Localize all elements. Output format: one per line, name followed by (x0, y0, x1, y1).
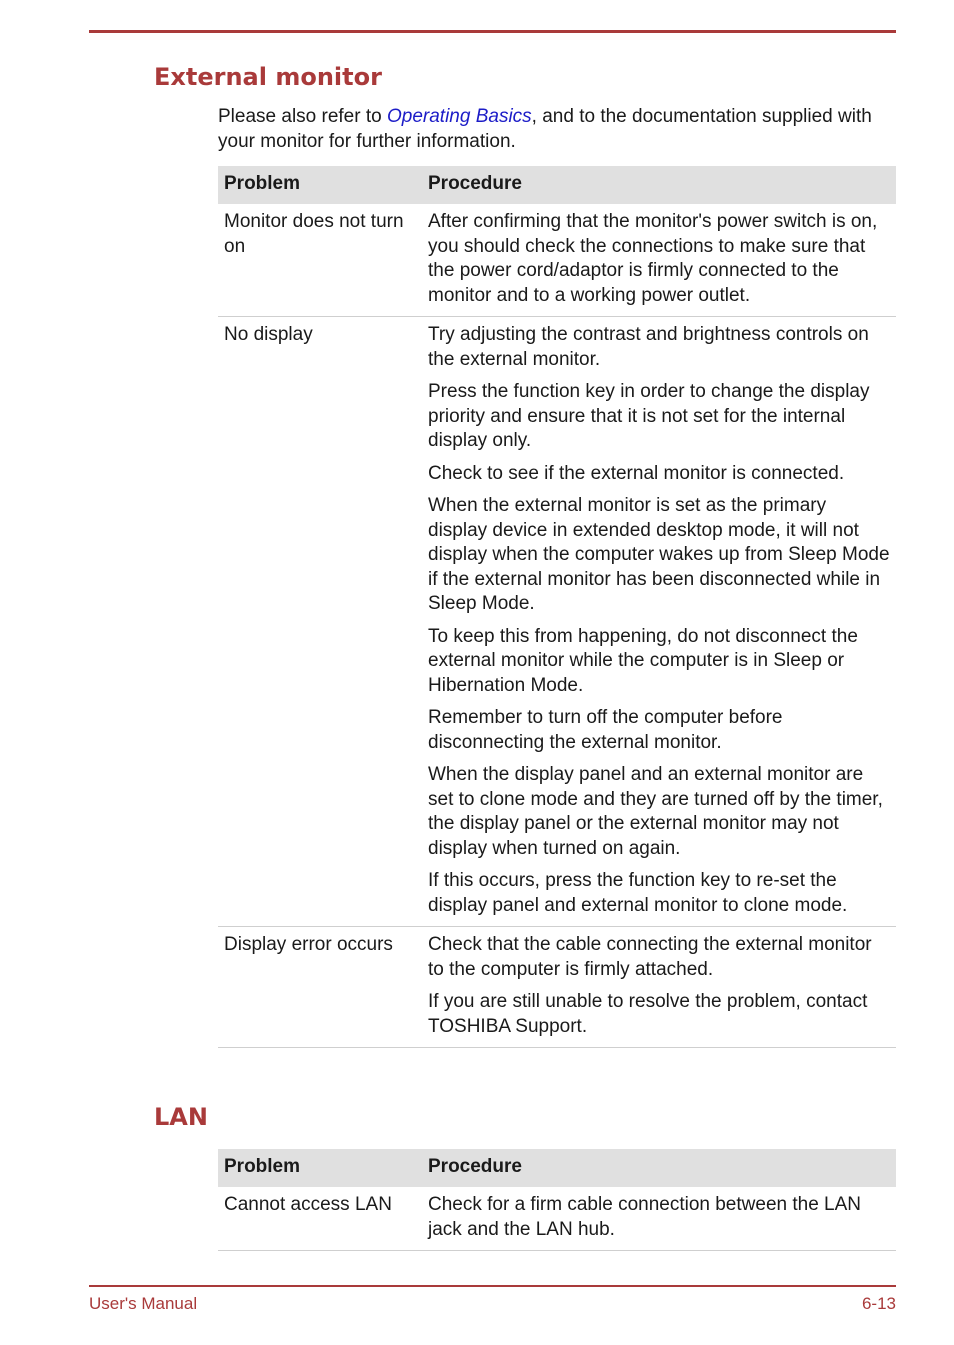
header-problem: Problem (218, 1149, 422, 1187)
procedure-cell (422, 204, 896, 317)
procedure-cell (422, 1187, 896, 1251)
procedure-paragraph: Check to see if the external monitor is connected. (428, 462, 845, 484)
top-rule (89, 30, 896, 33)
procedure-paragraph: After confirming that the monitor's power switch is on, you should check the connections to make sure that the power cord/adaptor is firmly connected to the monitor and to a working power outlet. (428, 211, 878, 306)
intro-text-before: Please also refer to (218, 106, 387, 127)
operating-basics-link[interactable]: Operating Basics (386, 106, 532, 127)
procedure-paragraph: If you are still unable to resolve the problem, contact TOSHIBA Support. (428, 991, 868, 1037)
section-title-external-monitor: External monitor (154, 63, 382, 91)
external-monitor-table (218, 166, 896, 1048)
intro-paragraph (218, 105, 896, 154)
procedure-paragraph: Check that the cable connecting the external monitor to the computer is firmly attached. (428, 934, 872, 980)
bottom-rule (89, 1285, 896, 1287)
table-row (218, 1187, 896, 1251)
procedure-paragraph: Try adjusting the contrast and brightness controls on the external monitor. (428, 324, 869, 370)
procedure-paragraph: Remember to turn off the computer before disconnecting the external monitor. (428, 707, 783, 753)
procedure-cell (422, 927, 896, 1048)
procedure-paragraph: When the external monitor is set as the primary display device in extended desktop mode, it will not display when the computer wakes up from Sleep Mode if the external monitor has been disconnected while in Sleep Mode. (428, 495, 890, 614)
table-row (218, 927, 896, 1048)
problem-cell: Monitor does not turn on (218, 204, 422, 317)
table-header-row (218, 166, 896, 204)
procedure-cell (422, 317, 896, 927)
header-procedure: Procedure (422, 1149, 896, 1187)
table-header-row (218, 1149, 896, 1187)
lan-table (218, 1149, 896, 1251)
footer-manual-title: User's Manual (89, 1294, 198, 1313)
footer-page-number: 6-13 (861, 1294, 896, 1313)
problem-cell: Cannot access LAN (218, 1187, 422, 1251)
procedure-paragraph: Check for a firm cable connection between the LAN jack and the LAN hub. (428, 1194, 862, 1240)
header-procedure: Procedure (422, 166, 896, 204)
table-row (218, 204, 896, 317)
procedure-paragraph: When the display panel and an external monitor are set to clone mode and they are turned off by the timer, the display panel or the external monitor may not display when turned on again. (428, 764, 883, 859)
problem-cell: Display error occurs (218, 927, 422, 1048)
procedure-paragraph: Press the function key in order to change the display priority and ensure that it is not set for the internal display only. (428, 381, 870, 451)
procedure-paragraph: If this occurs, press the function key to re-set the display panel and external monitor to clone mode. (428, 870, 848, 916)
table-row (218, 317, 896, 927)
intro-text-after: , and to the documentation supplied with your monitor for further information. (218, 106, 872, 152)
problem-cell: No display (218, 317, 422, 927)
header-problem: Problem (218, 166, 422, 204)
procedure-paragraph: To keep this from happening, do not disconnect the external monitor while the computer is in Sleep or Hibernation Mode. (428, 625, 858, 696)
section-title-lan: LAN (154, 1103, 208, 1131)
